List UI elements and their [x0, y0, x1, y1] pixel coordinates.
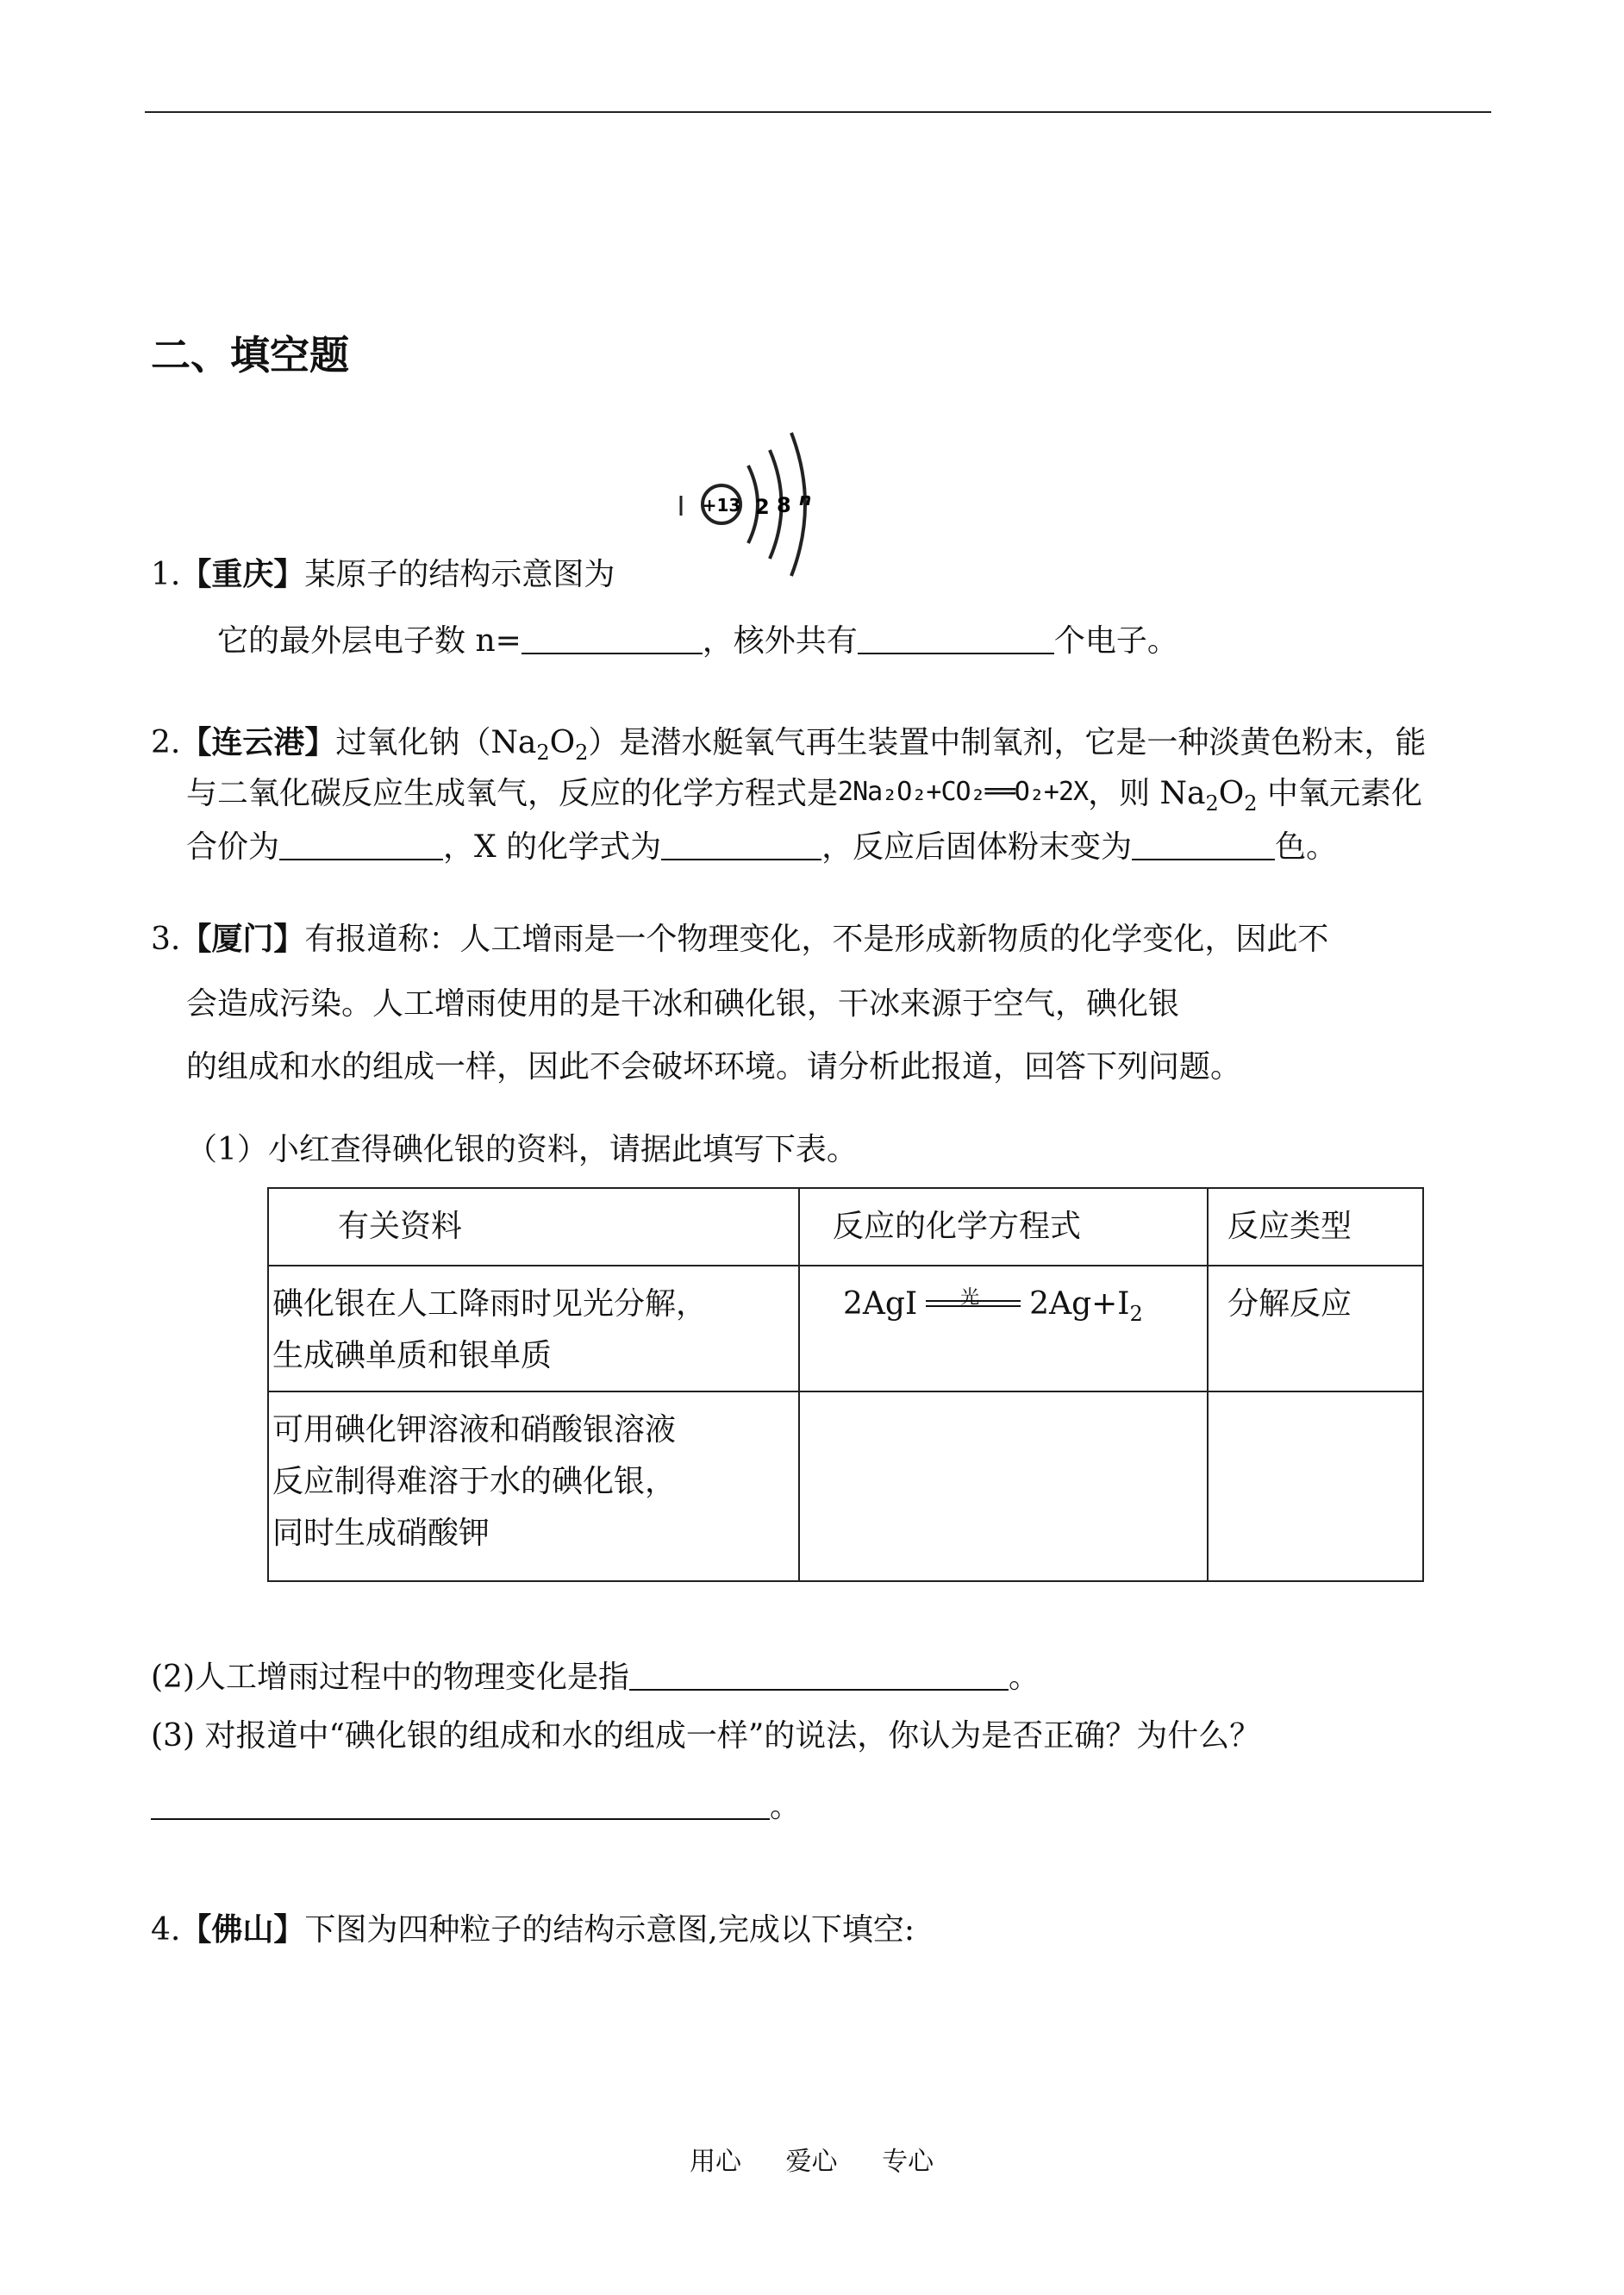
q3-source: 【厦门】: [180, 921, 305, 957]
table-cell-text: 同时生成硝酸钾: [272, 1516, 490, 1551]
q1-blank-n[interactable]: [522, 623, 703, 654]
q3-blank-physical-change[interactable]: [629, 1660, 1009, 1691]
q2-line1: [151, 724, 1427, 766]
q4-source: 【佛山】: [180, 1911, 305, 1948]
q3-sub2-text: (2)人工增雨过程中的物理变化是指: [151, 1660, 629, 1695]
q3-line2: 会造成污染。人工增雨使用的是干冰和碘化银，干冰来源于空气，碘化银: [186, 986, 1180, 1022]
table-cell-text: 生成碘单质和银单质: [272, 1338, 553, 1373]
table-cell-text: 碘化银在人工降雨时见光分解，: [272, 1286, 708, 1322]
table-cell-type: 分解反应: [1208, 1266, 1423, 1391]
q2-text-1c: ）是潜水艇氧气再生装置中制氧剂，它是一种淡黄色粉末，能: [588, 725, 1427, 760]
q2-text-2c: O: [1218, 776, 1245, 811]
equation-reactant: 2AgI: [843, 1286, 918, 1322]
q1-line2-text-c: 个电子。: [1053, 623, 1178, 659]
page-footer: 用心 爱心 专心: [690, 2147, 934, 2177]
shell-2-count: 8: [777, 493, 791, 517]
q2-text-1b: O: [549, 725, 576, 760]
table-cell-text: 可用碘化钾溶液和硝酸银溶液: [272, 1412, 677, 1448]
q3-sub2: [151, 1660, 1040, 1693]
q2-equation-image: 2Na₂O₂+CO₂══O₂+2X: [838, 777, 1089, 807]
q1-number: 1.: [151, 557, 181, 592]
table-row: [268, 1391, 1423, 1581]
q3-text-1: 有报道称：人工增雨是一个物理变化，不是形成新物质的化学变化，因此不: [304, 922, 1329, 957]
q2-sub: 2: [1244, 791, 1258, 816]
shell-3-count: n: [799, 489, 812, 510]
equation-sub: 2: [1129, 1302, 1143, 1327]
q3-sub2-end: 。: [1009, 1660, 1040, 1695]
table-cell-equation-blank[interactable]: [799, 1391, 1208, 1581]
q1-line2-text-a: 它的最外层电子数 n=: [217, 623, 522, 659]
q2-text-2a: 与二氧化碳反应生成氧气，反应的化学方程式是: [186, 776, 839, 811]
q2-text-3b: ，X 的化学式为: [443, 829, 662, 865]
q3-number: 3.: [151, 922, 181, 957]
q2-text-2d: 中氧元素化: [1257, 776, 1423, 811]
q2-text-3a: 合价为: [186, 829, 280, 865]
q2-line2: [186, 776, 1423, 816]
reaction-arrow: [926, 1287, 1021, 1312]
q2-sub: 2: [536, 741, 550, 766]
atom-structure-diagram: [672, 422, 828, 582]
q2-sub: 2: [575, 741, 589, 766]
q1-line2: [217, 623, 1178, 657]
q2-line3: [186, 829, 1337, 863]
shell-1-count: 2: [755, 495, 770, 519]
reaction-condition: 光: [960, 1287, 980, 1309]
nucleus-charge: +13: [702, 495, 741, 516]
q2-blank-formula[interactable]: [661, 829, 821, 860]
q2-text-1a: 过氧化钠（Na: [335, 725, 537, 760]
header-rule: [145, 111, 1491, 113]
q3-sub3-answer: [151, 1789, 801, 1823]
q2-text-2b: ，则 Na: [1088, 776, 1206, 811]
table-header-cell: 反应的化学方程式: [799, 1188, 1208, 1266]
q4-line1: [151, 1911, 915, 1948]
q1-source: 【重庆】: [180, 556, 305, 592]
q3-line1: [151, 923, 1328, 955]
q4-text: 下图为四种粒子的结构示意图,完成以下填空:: [304, 1912, 915, 1948]
q3-sub3: (3) 对报道中“碘化银的组成和水的组成一样”的说法，你认为是否正确？为什么？: [151, 1718, 1261, 1754]
q2-source: 【连云港】: [180, 724, 336, 760]
q2-text-3d: 色。: [1275, 829, 1338, 865]
q1-text: 某原子的结构示意图为: [304, 557, 615, 592]
table-header-cell: 有关资料: [268, 1188, 799, 1266]
agi-data-table: [267, 1187, 1424, 1582]
q3-line3: 的组成和水的组成一样，因此不会破坏环境。请分析此报道，回答下列问题。: [186, 1049, 1242, 1085]
table-row: [268, 1266, 1423, 1391]
table-cell-equation: [799, 1266, 1208, 1391]
q2-text-3c: ，反应后固体粉末变为: [821, 829, 1133, 865]
q1-line2-text-b: ，核外共有: [702, 623, 858, 659]
q1-line1: [151, 556, 615, 592]
section-title: 二、填空题: [151, 332, 349, 378]
q2-number: 2.: [151, 725, 181, 760]
table-header-cell: 反应类型: [1208, 1188, 1423, 1266]
q2-blank-valence[interactable]: [279, 829, 443, 860]
table-cell-info: [268, 1391, 799, 1581]
q3-sub3-end: 。: [770, 1789, 802, 1824]
table-header-row: [268, 1188, 1423, 1266]
equation-product: 2Ag+I: [1029, 1286, 1130, 1322]
q1-blank-electrons[interactable]: [858, 623, 1054, 654]
q4-number: 4.: [151, 1912, 181, 1948]
q2-blank-color[interactable]: [1132, 829, 1275, 860]
q3-sub1: （1）小红查得碘化银的资料，请据此填写下表。: [186, 1132, 858, 1167]
table-cell-info: [268, 1266, 799, 1391]
q3-blank-answer[interactable]: [151, 1789, 770, 1820]
table-cell-type-blank[interactable]: [1208, 1391, 1423, 1581]
table-cell-text: 反应制得难溶于水的碘化银，: [272, 1464, 677, 1499]
q2-sub: 2: [1205, 791, 1219, 816]
